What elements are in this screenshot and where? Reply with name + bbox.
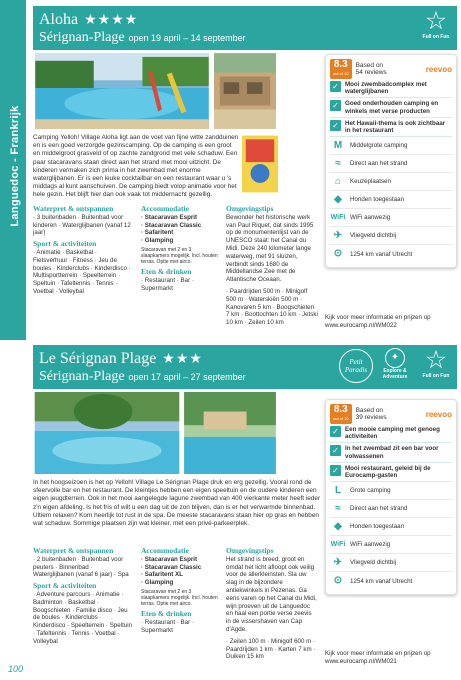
accommodation-item: · Stacaravan Esprit bbox=[141, 555, 198, 563]
highlight: ✓ Mooi zwembadcomplex met waterglijbanen bbox=[330, 79, 452, 98]
accommodation-section bbox=[141, 547, 221, 634]
feature-row: ✈ Vliegveld dichtbij bbox=[330, 554, 452, 572]
feature-row: L Grote camping bbox=[330, 482, 452, 500]
star-rating-icons: ★★★ bbox=[162, 351, 203, 367]
feature-row: WiFi WiFi aanwezig bbox=[330, 209, 452, 227]
pool-deck-photo bbox=[183, 391, 277, 475]
petit-paradis-badge: Petit Paradis bbox=[339, 349, 373, 383]
water-list: · 2 buitenbaden · Buitenbad voor peuters · Binnenbad · Waterglijbanen (vanaf 6 jaar) · Spa bbox=[33, 555, 129, 579]
eat-list: · Restaurant · Bar · Supermarkt bbox=[141, 276, 194, 292]
water-heading: Waterpret & ontspannen bbox=[33, 546, 114, 555]
feature-row: ◆ Honden toegestaan bbox=[330, 191, 452, 209]
tips-heading: Omgevingstips bbox=[226, 546, 274, 555]
feature-row: ⌂ Keuzeplaatsen bbox=[330, 173, 452, 191]
check-icon: ✓ bbox=[330, 100, 341, 111]
dog-icon: ◆ bbox=[334, 520, 342, 532]
accommodation-item: · Safaritent XL bbox=[141, 571, 183, 579]
park-location: Sérignan-Plage bbox=[39, 30, 125, 45]
info-panel bbox=[325, 399, 457, 595]
beach-icon: ≈ bbox=[335, 157, 341, 169]
rating-score: 8.3 out of 10 bbox=[330, 59, 352, 79]
rating-row bbox=[330, 404, 452, 424]
feature-row: ⊙ 1254 km vanaf Utrecht bbox=[330, 245, 452, 263]
size-icon: L bbox=[334, 484, 342, 496]
feature-row: ◆ Honden toegestaan bbox=[330, 518, 452, 536]
water-list: · 3 buitenbaden · Buitenbad voor kinderen · Waterglijbanen (vanaf 12 jaar) bbox=[33, 213, 131, 237]
distances-list: · Paardrijden 500 m · Minigolf 500 m · Waterskiën 500 m · Kanovaren 5 km · Boogschieten 7 km · Boottochten 10 km · Jetski 10 km · Zeilen 10 km bbox=[226, 287, 318, 327]
region-strip bbox=[0, 0, 26, 340]
tips-section bbox=[226, 547, 318, 661]
park-aloha bbox=[33, 6, 457, 329]
accommodation-section bbox=[141, 205, 221, 292]
distances-list: · Zeilen 100 m · Minigolf 600 m · Paardrijden 1 km · Karten 7 km · Duiken 15 km bbox=[226, 637, 316, 661]
sport-heading: Sport & activiteiten bbox=[33, 581, 97, 591]
page-number: 100 bbox=[8, 664, 24, 674]
full-on-fun-label: Full on Fun bbox=[422, 373, 450, 379]
airplane-icon: ✈ bbox=[333, 229, 343, 241]
eat-list: · Restaurant · Bar · Supermarkt bbox=[141, 618, 194, 634]
check-icon: ✓ bbox=[330, 426, 341, 437]
park-name: Le Sérignan Plage bbox=[39, 350, 157, 367]
sport-list: · Adventure parcours · Animatie · Badminton · Basketbal · Boogschieten · Familie disco · Jeu de boules · Kinderclubs · Kinderdisco · Speelterrein · Speltuin · Tafeltennis · Tennis · Voetbal · Volleybal bbox=[33, 590, 133, 645]
tips-section bbox=[226, 205, 318, 327]
park-location: Sérignan-Plage bbox=[39, 369, 125, 384]
check-icon: ✓ bbox=[330, 81, 341, 92]
pitch-icon: ⌂ bbox=[334, 175, 342, 187]
accommodation-heading: Accommodatie bbox=[141, 546, 189, 555]
rating-row bbox=[330, 59, 452, 79]
wifi-icon: WiFi bbox=[330, 540, 346, 548]
bungalow-photo bbox=[213, 52, 277, 130]
park-name: Aloha bbox=[39, 11, 79, 28]
accommodation-item: · Glamping bbox=[141, 237, 174, 245]
star-rating-icons: ★★★★ bbox=[84, 12, 139, 28]
accommodation-item: · Stacaravan Classic bbox=[141, 563, 202, 571]
feature-row: ⊙ 1254 km vanaf Utrecht bbox=[330, 572, 452, 590]
full-on-fun-label: Full on Fun bbox=[422, 34, 450, 40]
review-count: Based on 54 reviews bbox=[355, 61, 387, 76]
size-icon: M bbox=[333, 139, 343, 151]
feature-row: ≈ Direct aan het strand bbox=[330, 155, 452, 173]
park-header bbox=[33, 345, 457, 389]
review-count: Based on 39 reviews bbox=[355, 406, 387, 421]
wifi-icon: WiFi bbox=[330, 213, 346, 221]
beach-icon: ≈ bbox=[335, 502, 341, 514]
feature-row: ✈ Vliegveld dichtbij bbox=[330, 227, 452, 245]
highlight: ✓ Het Hawaii-thema is ook zichtbaar in het restaurant bbox=[330, 118, 452, 137]
car-icon: ⊙ bbox=[333, 575, 343, 587]
explore-adventure-badge bbox=[377, 348, 413, 380]
accommodation-heading: Accommodatie bbox=[141, 204, 189, 213]
park-header bbox=[33, 6, 457, 50]
park-dates: open 17 april – 27 september bbox=[128, 372, 246, 382]
airplane-icon: ✈ bbox=[333, 556, 343, 568]
pool-photo bbox=[33, 52, 211, 130]
park-le-serignan-plage bbox=[33, 345, 457, 665]
highlight: ✓ Een mooie camping met genoeg activiteiten bbox=[330, 424, 452, 443]
highlight: ✓ Goed onderhouden camping en winkels met verse producten bbox=[330, 98, 452, 117]
check-icon: ✓ bbox=[330, 445, 341, 456]
check-icon: ✓ bbox=[330, 465, 341, 476]
accommodation-item: · Stacaravan Esprit bbox=[141, 213, 198, 221]
sport-heading: Sport & activiteiten bbox=[33, 239, 97, 249]
more-info: Kijk voor meer informatie en prijzen op www.eurocamp.nl/WM021 bbox=[325, 650, 431, 665]
tips-text: Het strand is breed, groot en omdat het licht afloopt ook veilig voor de allerkleinsten. Sla uw slag in de bijzondere antiekwinkels in Pézenas. Ga eens varen op het Canal du Midi, wijn proeven uit de Languedoc en haal een portie verse zeevis in de vissershaven van Cap d'Agde. bbox=[226, 555, 317, 633]
park-description: In het hoogseizoen is het op Yelloh! Village Le Sérignan Plage druk en erg gezellig. Vooral rond de sfeervolle bar en het restaurant. De kleintjes hebben een eigen speeltuin en de oudere kinderen een eigen jeugdterrein. Ook in het mooi aangelegde lagune zwembad van 400 vierkante meter heeft ieder z'n eigen afdeling. Is het fris of wilt u een dag uit de zon blijven, dan is er het verwarmde binnenbad. Ultiem relaxen? Kom heerlijk tot rust in de spa. De meeste stacaravans staan hier op gras en hebben wat schaduw. Sommige plaatsen zijn wat kleiner, met een privé-parkeerplek. bbox=[33, 479, 321, 528]
reevoo-logo: reevoo bbox=[425, 409, 452, 419]
rating-score: 8.3 out of 10 bbox=[330, 404, 352, 424]
feature-row: WiFi WiFi aanwezig bbox=[330, 536, 452, 554]
accommodation-item: · Safaritent bbox=[141, 229, 174, 237]
full-on-fun-badge bbox=[419, 9, 453, 40]
kids-club-photo bbox=[241, 134, 279, 194]
accommodation-note: Stacaravan met 2 en 3 slaapkamers mogelijk. Incl. houten terras. Optie met airco. bbox=[141, 588, 218, 607]
sport-list: · Animatie · Basketbal · Fietsverhuur · Fitness · Jeu de boules · Kinderclubs · Kinderdisco · Multisportterrein · Speelterrein · Speltuin · Tafeltennis · Tennis · Voetbal · Volleybal bbox=[33, 248, 131, 295]
tips-heading: Omgevingstips bbox=[226, 204, 274, 213]
star-outline-icon: ☆ bbox=[424, 7, 448, 35]
full-on-fun-badge bbox=[419, 348, 453, 379]
water-section bbox=[33, 547, 133, 646]
accommodation-item: · Glamping bbox=[141, 579, 174, 587]
accommodation-note: Stacaravan met 2 en 3 slaapkamers mogelijk. Incl. houten terras. Optie met airco. bbox=[141, 246, 218, 265]
explore-label: Explore & Adventure bbox=[382, 368, 408, 380]
feature-row: M Middelgrote camping bbox=[330, 137, 452, 155]
park-dates: open 19 april – 14 september bbox=[128, 33, 246, 43]
compass-icon: ✦ bbox=[385, 348, 405, 368]
tips-text: Bewonder het historische werk van Paul Riquet, dat sinds 1995 op de monumentenlijst van de UNESCO staat: het Canal du Midi. Deze 240 kilometer lange waterweg, met 91 sluizen, verbindt sinds 1680 de Middellandse Zee met de Atlantische Oceaan. bbox=[226, 213, 314, 284]
region-label: Languedoc - Frankrijk bbox=[9, 105, 21, 227]
eat-heading: Eten & drinken bbox=[141, 608, 192, 618]
eat-heading: Eten & drinken bbox=[141, 266, 192, 276]
accommodation-item: · Stacaravan Classic bbox=[141, 221, 202, 229]
feature-row: ≈ Direct aan het strand bbox=[330, 500, 452, 518]
highlight: ✓ In het zwembad zit een bar voor volwassenen bbox=[330, 443, 452, 462]
car-icon: ⊙ bbox=[333, 248, 343, 260]
park-description: Camping Yelloh! Village Aloha ligt aan de voet van fijne witte zandduinen en is een goed verzorgde gezinscamping. Op de camping is een groot en middelgroot grasveld of op zachte zandgrond met vele schaduw. Een paar stacaravans staan direct aan het strand met mooi uitzicht. De kinderen vermaken zich prima in het zwembad met enorme waterglijbanen. Er is een leuke cocktailbar en een restaurant waar u 's middags al kunt aanschuiven. De camping biedt volop animatie voor het hele gezin. Het blijft hier dan ook vaak tot middernacht gezellig. bbox=[33, 134, 239, 199]
reevoo-logo: reevoo bbox=[425, 64, 452, 74]
check-icon: ✓ bbox=[330, 120, 341, 131]
lagoon-pool-photo bbox=[33, 391, 181, 475]
more-info: Kijk voor meer informatie en prijzen op www.eurocamp.nl/WM022 bbox=[325, 314, 431, 329]
highlight: ✓ Mooi restaurant, geleid bij de Eurocamp-gasten bbox=[330, 463, 452, 482]
water-heading: Waterpret & ontspannen bbox=[33, 204, 114, 213]
dog-icon: ◆ bbox=[334, 193, 342, 205]
info-panel bbox=[325, 54, 457, 268]
star-outline-icon: ☆ bbox=[424, 346, 448, 374]
water-section bbox=[33, 205, 133, 296]
